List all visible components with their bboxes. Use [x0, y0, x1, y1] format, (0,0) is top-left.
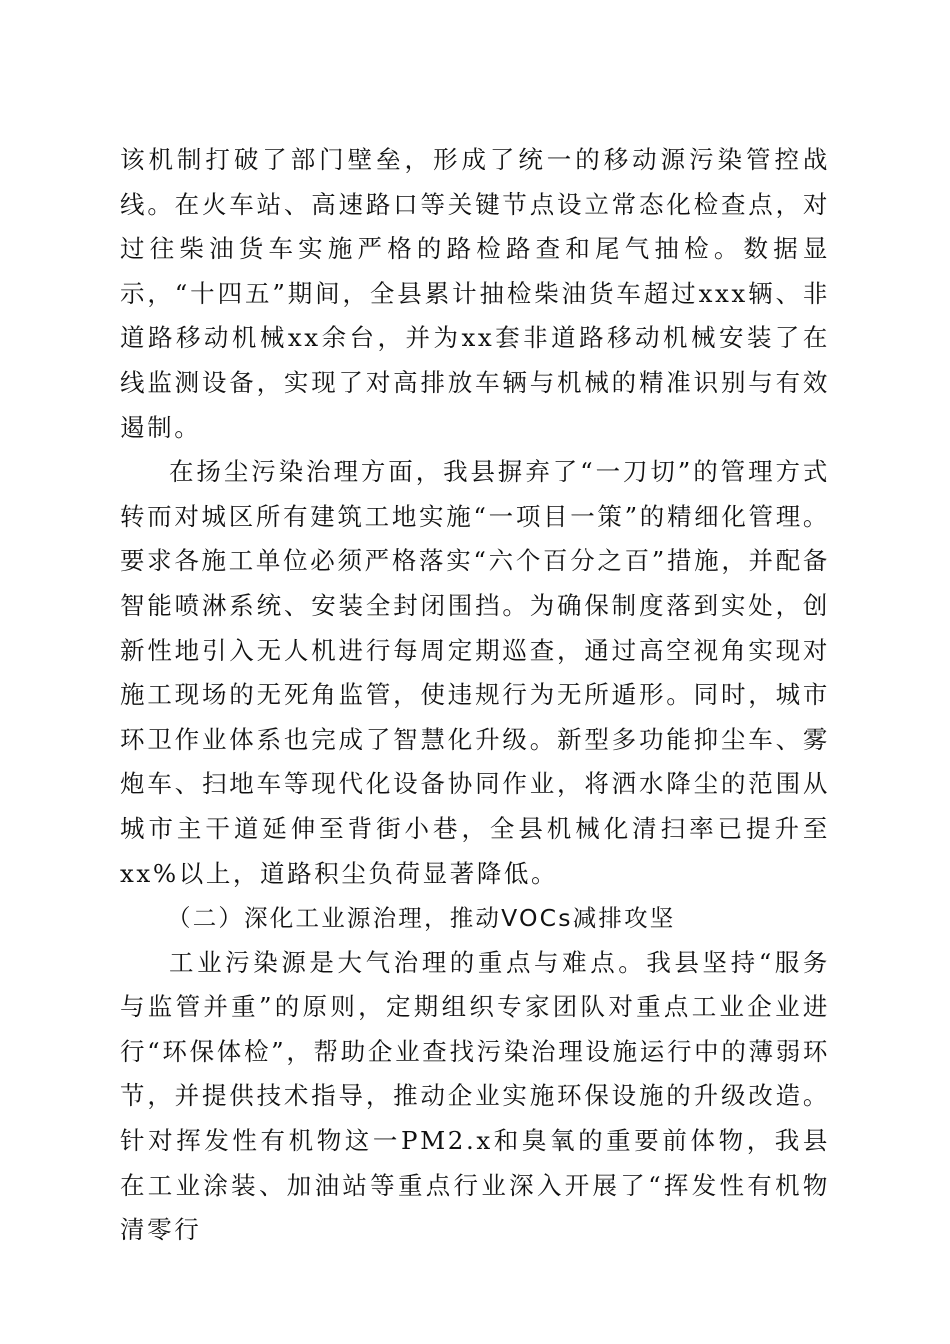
body-paragraph: 在扬尘污染治理方面，我县摒弃了“一刀切”的管理方式转而对城区所有建筑工地实施“一项目一策”的精细化管理。要求各施工单位必须严格落实“六个百分之百”措施，并配备智能喷淋系统、安装全封闭围挡。为确保制度落到实处，创新性地引入无人机进行每周定期巡查，通过高空视角实现对施工现场的无死角监管，使违规行为无所遁形。同时，城市环卫作业体系也完成了智慧化升级。新型多功能抑尘车、雾炮车、扫地车等现代化设备协同作业，将洒水降尘的范围从城市主干道延伸至背街小巷，全县机械化清扫率已提升至xx%以上，道路积尘负荷显著降低。 [120, 457, 830, 888]
section-heading: （二）深化工业源治理，推动VOCs减排攻坚 [167, 904, 676, 933]
body-paragraph: 该机制打破了部门壁垒，形成了统一的移动源污染管控战线。在火车站、高速路口等关键节点设立常态化检查点，对过往柴油货车实施严格的路检路查和尾气抽检。数据显示，“十四五”期间，全县累计抽检柴油货车超过xxx辆、非道路移动机械xx余台，并为xx套非道路移动机械安装了在线监测设备，实现了对高排放车辆与机械的精准识别与有效遏制。 [120, 145, 830, 442]
document-body [120, 138, 830, 1253]
body-paragraph: 工业污染源是大气治理的重点与难点。我县坚持“服务与监管并重”的原则，定期组织专家团队对重点工业企业进行“环保体检”，帮助企业查找污染治理设施运行中的薄弱环节，并提供技术指导，推动企业实施环保设施的升级改造。针对挥发性有机物这一PM2.x和臭氧的重要前体物，我县在工业涂装、加油站等重点行业深入开展了“挥发性有机物清零行 [120, 947, 830, 1245]
